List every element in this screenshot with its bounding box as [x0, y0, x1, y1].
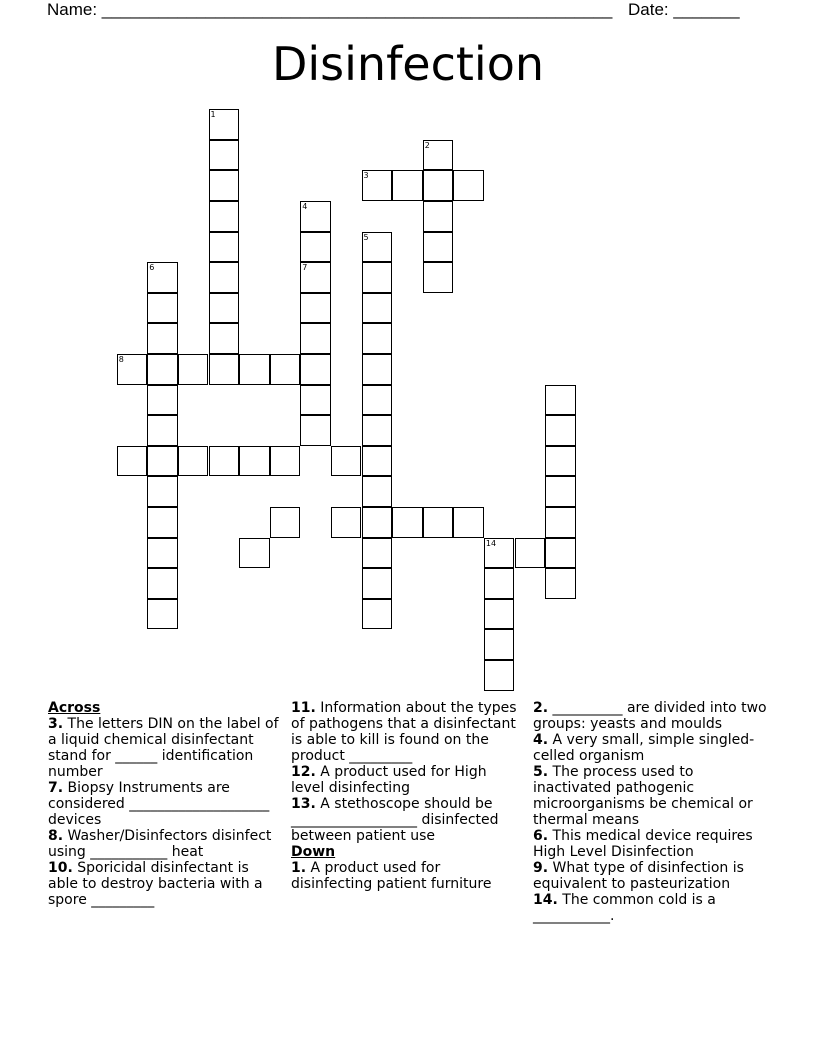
- grid-cell[interactable]: [545, 538, 576, 569]
- across-clues-list-2: [291, 700, 523, 844]
- clue-number: 7.: [48, 780, 64, 796]
- grid-cell[interactable]: [178, 354, 209, 385]
- grid-cell[interactable]: [545, 568, 576, 599]
- clue-text: A stethoscope should be __________________ disinfected between patient use: [291, 796, 499, 844]
- clue-number: 12.: [291, 764, 316, 780]
- clue-number: 10.: [48, 860, 73, 876]
- grid-cell[interactable]: [300, 262, 331, 293]
- grid-cell[interactable]: [362, 232, 393, 263]
- grid-cell[interactable]: [147, 538, 178, 569]
- grid-cell[interactable]: [362, 446, 393, 477]
- grid-cell[interactable]: [209, 201, 240, 232]
- clue-item: [291, 796, 523, 844]
- clue-item: [291, 860, 523, 892]
- grid-cell[interactable]: [362, 538, 393, 569]
- grid-cell[interactable]: [209, 323, 240, 354]
- grid-cell[interactable]: [239, 538, 270, 569]
- page-title: Disinfection: [271, 37, 544, 91]
- grid-cell[interactable]: [515, 538, 546, 569]
- clue-number-label: 8: [118, 355, 124, 364]
- grid-cell[interactable]: [362, 568, 393, 599]
- clue-text: Biopsy Instruments are considered ____________________ devices: [48, 780, 270, 828]
- grid-cell[interactable]: [270, 446, 301, 477]
- grid-cell[interactable]: [147, 323, 178, 354]
- grid-cell[interactable]: [362, 385, 393, 416]
- grid-cell[interactable]: [239, 354, 270, 385]
- clue-item: [533, 860, 769, 892]
- grid-cell[interactable]: [423, 507, 454, 538]
- grid-cell[interactable]: [147, 262, 178, 293]
- grid-cell[interactable]: [453, 507, 484, 538]
- grid-cell[interactable]: [147, 385, 178, 416]
- grid-cell[interactable]: [300, 385, 331, 416]
- grid-cell[interactable]: [209, 354, 240, 385]
- grid-cell[interactable]: [484, 660, 515, 691]
- grid-cell[interactable]: [362, 293, 393, 324]
- clue-text: Information about the types of pathogens that a disinfectant is able to kill is found on the product _________: [291, 700, 517, 764]
- clue-text: A product used for disinfecting patient furniture: [291, 860, 492, 892]
- clue-text: What type of disinfection is equivalent to pasteurization: [533, 860, 744, 892]
- clue-item: [48, 716, 280, 780]
- grid-cell[interactable]: [178, 446, 209, 477]
- grid-cell[interactable]: [300, 232, 331, 263]
- clue-number-label: 6: [149, 263, 155, 273]
- grid-cell[interactable]: [362, 507, 393, 538]
- clue-item: [48, 780, 280, 828]
- grid-cell[interactable]: [117, 446, 148, 477]
- clue-text: Sporicidal disinfectant is able to destroy bacteria with a spore _________: [48, 860, 263, 908]
- grid-cell[interactable]: [362, 476, 393, 507]
- name-field-label: Name: ______________________________________________________: [47, 0, 613, 19]
- clue-number: 1.: [291, 860, 307, 876]
- grid-cell[interactable]: [545, 385, 576, 416]
- grid-cell[interactable]: [300, 201, 331, 232]
- clue-number-label: 1: [210, 110, 216, 120]
- grid-cell[interactable]: [147, 446, 178, 477]
- grid-cell[interactable]: [423, 232, 454, 263]
- grid-cell[interactable]: [209, 232, 240, 263]
- date-field-label: Date: _______: [628, 0, 740, 19]
- grid-cell[interactable]: [484, 629, 515, 660]
- grid-cell[interactable]: [331, 446, 362, 477]
- clues-column-3: [533, 700, 769, 924]
- grid-cell[interactable]: [300, 415, 331, 446]
- grid-cell[interactable]: [331, 507, 362, 538]
- clue-number-label: 5: [363, 232, 369, 242]
- clue-text: A very small, simple singled-celled organism: [533, 732, 755, 764]
- clue-item: [291, 764, 523, 796]
- grid-cell[interactable]: [270, 507, 301, 538]
- clue-number: 3.: [48, 716, 64, 732]
- clues-column-2: [291, 700, 523, 892]
- grid-cell[interactable]: [545, 415, 576, 446]
- clue-text: Washer/Disinfectors disinfect using ___________ heat: [48, 828, 272, 860]
- clue-item: [533, 732, 769, 764]
- grid-cell[interactable]: [147, 568, 178, 599]
- clue-number: 13.: [291, 796, 316, 812]
- clue-item: [533, 892, 769, 924]
- grid-cell[interactable]: [300, 354, 331, 385]
- grid-cell[interactable]: [362, 599, 393, 630]
- clue-text: The common cold is a ___________.: [533, 892, 716, 924]
- grid-cell[interactable]: [209, 109, 240, 140]
- grid-cell[interactable]: [392, 507, 423, 538]
- grid-cell[interactable]: [423, 170, 454, 201]
- clue-number-label: 14: [485, 538, 497, 548]
- grid-cell[interactable]: [147, 599, 178, 630]
- down-heading: Down: [291, 844, 336, 860]
- grid-cell[interactable]: [270, 354, 301, 385]
- clue-number-label: 7: [302, 263, 308, 273]
- grid-cell[interactable]: [147, 476, 178, 507]
- grid-cell[interactable]: [545, 507, 576, 538]
- grid-cell[interactable]: [362, 323, 393, 354]
- clue-number-label: 4: [302, 202, 308, 211]
- clue-text: A product used for High level disinfecting: [291, 764, 487, 796]
- grid-cell[interactable]: [453, 170, 484, 201]
- clues-column-1: [48, 700, 280, 908]
- clue-number: 6.: [533, 828, 549, 844]
- clue-text: The letters DIN on the label of a liquid chemical disinfectant stand for ______ identification number: [48, 716, 279, 780]
- grid-cell[interactable]: [209, 293, 240, 324]
- grid-cell[interactable]: [423, 140, 454, 171]
- clue-text: This medical device requires High Level Disinfection: [533, 828, 753, 860]
- grid-cell[interactable]: [117, 354, 148, 385]
- grid-cell[interactable]: [484, 568, 515, 599]
- clue-number: 14.: [533, 892, 558, 908]
- grid-cell[interactable]: [362, 415, 393, 446]
- clue-item: [533, 700, 769, 732]
- clue-number-label: 2: [424, 140, 430, 150]
- clue-item: [291, 700, 523, 764]
- grid-cell[interactable]: [209, 170, 240, 201]
- grid-cell[interactable]: [209, 140, 240, 171]
- grid-cell[interactable]: [392, 170, 423, 201]
- grid-cell[interactable]: [484, 538, 515, 569]
- grid-cell[interactable]: [545, 446, 576, 477]
- clue-number: 9.: [533, 860, 549, 876]
- grid-cell[interactable]: [423, 262, 454, 293]
- grid-cell[interactable]: [300, 323, 331, 354]
- across-heading: Across: [48, 700, 101, 716]
- grid-cell[interactable]: [300, 293, 331, 324]
- grid-cell[interactable]: [147, 507, 178, 538]
- grid-cell[interactable]: [545, 476, 576, 507]
- grid-cell[interactable]: [362, 262, 393, 293]
- clue-number: 2.: [533, 700, 549, 716]
- grid-cell[interactable]: [484, 599, 515, 630]
- clue-item: [48, 860, 280, 908]
- grid-cell[interactable]: [209, 446, 240, 477]
- grid-cell[interactable]: [362, 170, 393, 201]
- clue-number: 8.: [48, 828, 64, 844]
- grid-cell[interactable]: [147, 415, 178, 446]
- grid-cell[interactable]: [239, 446, 270, 477]
- clue-number: 5.: [533, 764, 549, 780]
- across-clues-list-1: [48, 716, 280, 908]
- clue-item: [533, 764, 769, 828]
- clue-number: 4.: [533, 732, 549, 748]
- clue-item: [48, 828, 280, 860]
- grid-cell[interactable]: [362, 354, 393, 385]
- grid-cell[interactable]: [423, 201, 454, 232]
- down-clues-list-2: [533, 700, 769, 924]
- grid-cell[interactable]: [209, 262, 240, 293]
- clue-text: __________ are divided into two groups: yeasts and moulds: [533, 700, 767, 732]
- clue-number: 11.: [291, 700, 316, 716]
- grid-cell[interactable]: [147, 293, 178, 324]
- grid-cell[interactable]: [147, 354, 178, 385]
- clue-number-label: 3: [363, 171, 369, 181]
- clue-item: [533, 828, 769, 860]
- down-clues-list-1: [291, 860, 523, 892]
- clue-text: The process used to inactivated pathogenic microorganisms be chemical or thermal means: [533, 764, 753, 828]
